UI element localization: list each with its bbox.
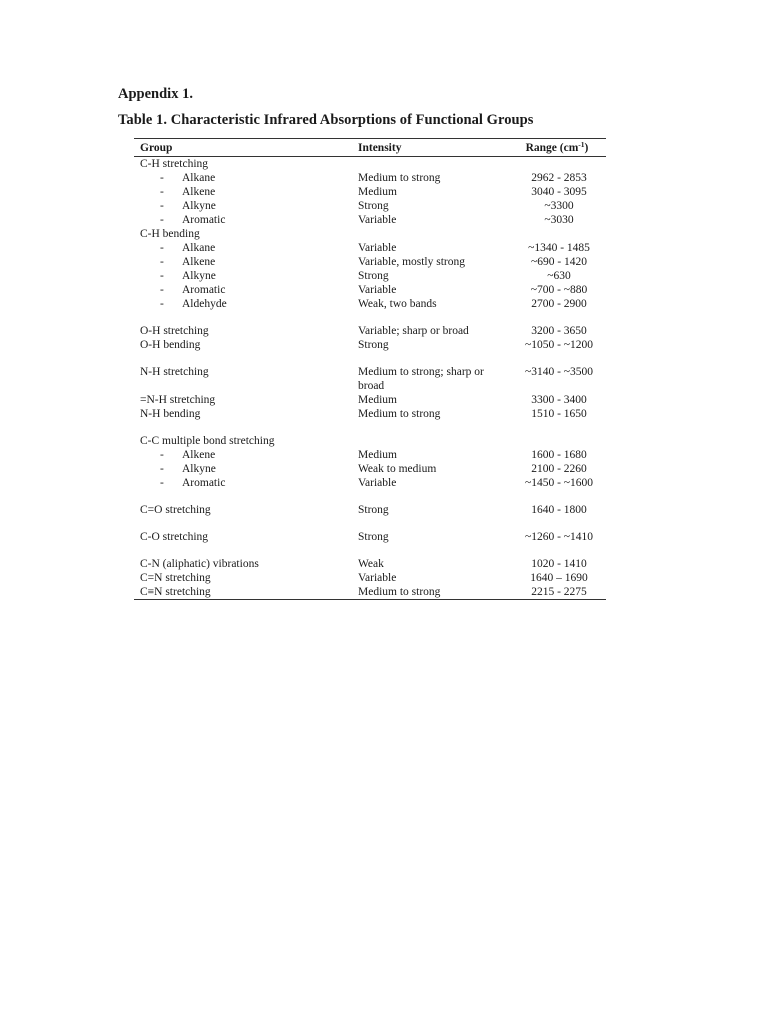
ir-absorption-table — [134, 138, 606, 600]
intensity-cell: Strong — [358, 200, 389, 212]
range-cell: 1600 - 1680 — [531, 449, 587, 461]
group-label: Aromatic — [182, 477, 226, 489]
group-label: Aromatic — [182, 214, 226, 226]
table-row — [134, 324, 606, 338]
group-cell — [140, 393, 215, 407]
list-dash: - — [160, 463, 164, 475]
range-cell: 3300 - 3400 — [531, 394, 587, 406]
group-label: Aldehyde — [182, 298, 227, 310]
range-cell: 1020 - 1410 — [531, 558, 587, 570]
group-cell — [160, 462, 216, 476]
intensity-cell: Medium to strong; sharp or broad — [358, 366, 484, 392]
group-cell — [140, 530, 208, 544]
group-label: C≡N stretching — [140, 586, 211, 598]
intensity-cell: Variable — [358, 477, 397, 489]
group-label: C-C multiple bond stretching — [140, 435, 275, 447]
group-cell — [140, 227, 200, 241]
group-cell — [140, 365, 209, 379]
range-cell: 2962 - 2853 — [531, 172, 587, 184]
intensity-cell: Variable — [358, 284, 397, 296]
range-cell: ~1340 - 1485 — [528, 242, 590, 254]
range-cell: 3040 - 3095 — [531, 186, 587, 198]
list-dash: - — [160, 477, 164, 489]
group-cell — [140, 503, 211, 517]
table-spacer-row — [134, 490, 606, 503]
group-label: C-N (aliphatic) vibrations — [140, 558, 259, 570]
list-dash: - — [160, 298, 164, 310]
table-row — [134, 241, 606, 255]
intensity-cell: Medium — [358, 186, 397, 198]
group-label: N-H stretching — [140, 366, 209, 378]
range-cell: 1640 – 1690 — [530, 572, 588, 584]
list-dash: - — [160, 200, 164, 212]
intensity-cell: Strong — [358, 270, 389, 282]
range-cell: 2215 - 2275 — [531, 586, 587, 598]
range-cell: 1640 - 1800 — [531, 504, 587, 516]
intensity-cell: Variable; sharp or broad — [358, 325, 469, 337]
range-cell: ~3300 — [544, 200, 574, 212]
table-row — [134, 462, 606, 476]
range-cell: ~3030 — [544, 214, 574, 226]
table-caption: Table 1. Characteristic Infrared Absorptions of Functional Groups — [118, 112, 534, 128]
group-label: O-H bending — [140, 339, 201, 351]
group-cell — [140, 571, 211, 585]
group-label: C-H bending — [140, 228, 200, 240]
range-cell: ~3140 - ~3500 — [524, 366, 594, 378]
table-row — [134, 227, 606, 241]
group-cell — [140, 338, 200, 352]
group-label: Alkane — [182, 172, 216, 184]
intensity-cell: Weak to medium — [358, 463, 437, 475]
group-cell — [160, 213, 225, 227]
table-header-row — [134, 139, 606, 157]
intensity-cell: Variable — [358, 572, 397, 584]
group-cell — [160, 269, 216, 283]
table-spacer-row — [134, 517, 606, 530]
table-row — [134, 503, 606, 517]
group-cell — [160, 255, 215, 269]
group-cell — [140, 557, 259, 571]
group-cell — [140, 585, 211, 599]
table-row — [134, 530, 606, 544]
table-body — [134, 157, 606, 599]
group-label: Alkane — [182, 242, 216, 254]
group-cell — [160, 448, 215, 462]
group-label: Alkene — [182, 186, 216, 198]
table-row — [134, 393, 606, 407]
appendix-heading: Appendix 1. — [118, 86, 193, 102]
group-cell — [160, 297, 227, 311]
list-dash: - — [160, 214, 164, 226]
header-intensity: Intensity — [358, 142, 402, 154]
list-dash: - — [160, 256, 164, 268]
intensity-cell: Variable, mostly strong — [358, 256, 465, 268]
group-label: N-H bending — [140, 408, 201, 420]
group-label: Aromatic — [182, 284, 226, 296]
group-label: C-H stretching — [140, 158, 209, 170]
table-row — [134, 269, 606, 283]
table-row — [134, 255, 606, 269]
group-label: Alkyne — [182, 270, 216, 282]
table-row — [134, 185, 606, 199]
table-spacer-row — [134, 311, 606, 324]
intensity-cell: Medium to strong — [358, 586, 441, 598]
table-row — [134, 338, 606, 352]
group-cell — [160, 171, 215, 185]
table-row — [134, 434, 606, 448]
range-cell: 3200 - 3650 — [531, 325, 587, 337]
group-cell — [140, 157, 208, 171]
range-cell: ~700 - ~880 — [530, 284, 588, 296]
range-cell: ~630 — [547, 270, 571, 282]
table-spacer-row — [134, 421, 606, 434]
table-row — [134, 365, 606, 393]
intensity-cell: Weak, two bands — [358, 298, 437, 310]
table-spacer-row — [134, 352, 606, 365]
group-label: =N-H stretching — [140, 394, 216, 406]
range-cell: 1510 - 1650 — [531, 408, 587, 420]
intensity-cell: Strong — [358, 531, 389, 543]
table-row — [134, 171, 606, 185]
group-cell — [140, 407, 200, 421]
table-row — [134, 476, 606, 490]
table-row — [134, 199, 606, 213]
range-cell: 2700 - 2900 — [531, 298, 587, 310]
group-cell — [160, 283, 225, 297]
group-label: Alkene — [182, 449, 216, 461]
list-dash: - — [160, 284, 164, 296]
table-row — [134, 407, 606, 421]
table-row — [134, 571, 606, 585]
list-dash: - — [160, 270, 164, 282]
intensity-cell: Medium to strong — [358, 408, 441, 420]
group-cell — [140, 324, 209, 338]
range-cell: ~1260 - ~1410 — [524, 531, 594, 543]
intensity-cell: Variable — [358, 242, 397, 254]
header-group: Group — [140, 142, 173, 154]
intensity-cell: Strong — [358, 504, 389, 516]
range-cell: ~1050 - ~1200 — [524, 339, 594, 351]
table-row — [134, 557, 606, 571]
list-dash: - — [160, 449, 164, 461]
group-cell — [160, 199, 216, 213]
group-label: Alkyne — [182, 463, 216, 475]
group-cell — [160, 241, 215, 255]
list-dash: - — [160, 242, 164, 254]
table-row — [134, 297, 606, 311]
intensity-cell: Medium — [358, 449, 397, 461]
list-dash: - — [160, 186, 164, 198]
intensity-cell: Weak — [358, 558, 384, 570]
group-label: Alkene — [182, 256, 216, 268]
group-label: C=O stretching — [140, 504, 211, 516]
range-cell: ~1450 - ~1600 — [524, 477, 594, 489]
group-label: O-H stretching — [140, 325, 209, 337]
group-cell — [160, 185, 215, 199]
table-row — [134, 448, 606, 462]
table-row — [134, 213, 606, 227]
table-row — [134, 283, 606, 297]
table-spacer-row — [134, 544, 606, 557]
intensity-cell: Strong — [358, 339, 389, 351]
range-cell: 2100 - 2260 — [531, 463, 587, 475]
table-row — [134, 585, 606, 599]
group-cell — [140, 434, 274, 448]
group-label: C-O stretching — [140, 531, 209, 543]
header-range: Range $(cm^{-1})$ — [525, 140, 589, 154]
intensity-cell: Medium to strong — [358, 172, 441, 184]
list-dash: - — [160, 172, 164, 184]
intensity-cell: Variable — [358, 214, 397, 226]
group-cell — [160, 476, 225, 490]
range-cell: ~690 - 1420 — [530, 256, 588, 268]
intensity-cell: Medium — [358, 394, 397, 406]
group-label: Alkyne — [182, 200, 216, 212]
table-row — [134, 157, 606, 171]
group-label: C=N stretching — [140, 572, 211, 584]
